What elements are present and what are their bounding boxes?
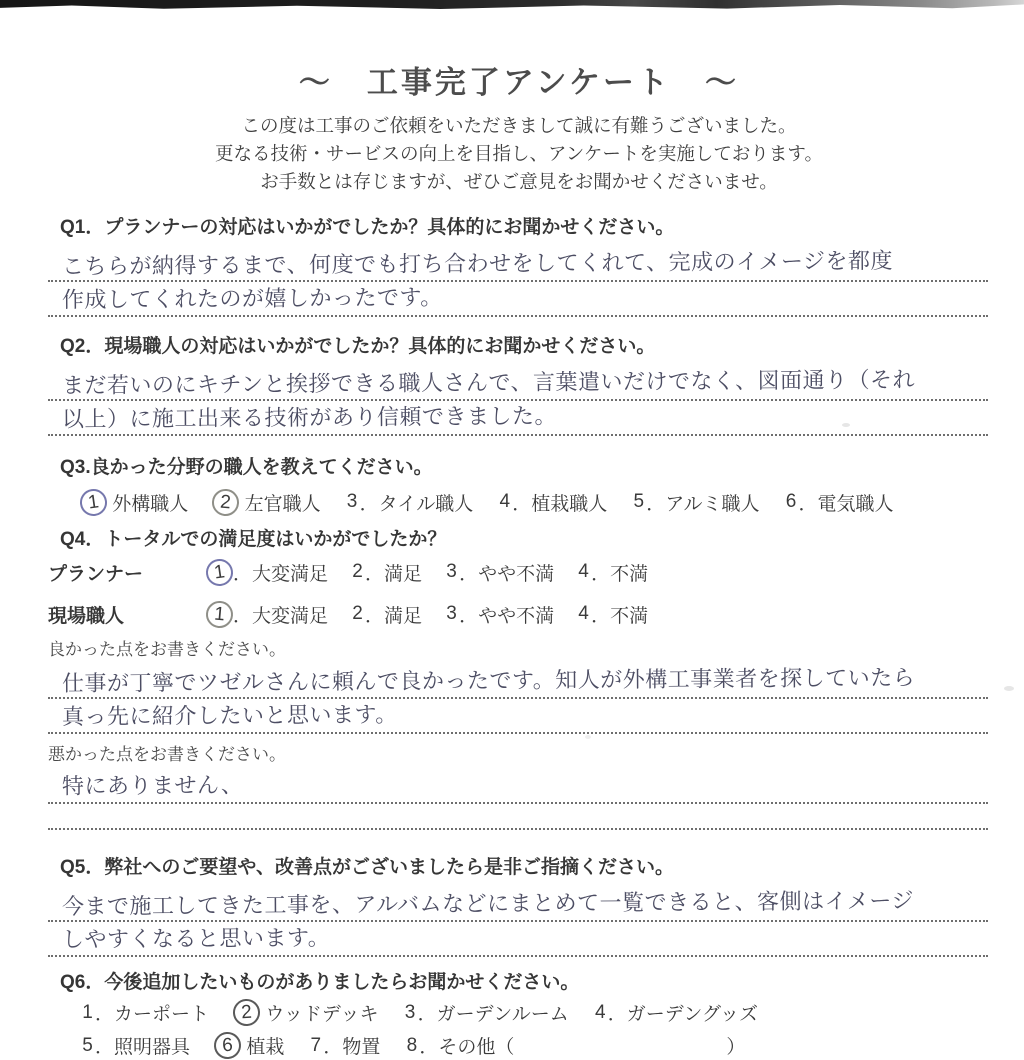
- option-separator: ．: [459, 605, 479, 627]
- option-separator: ．: [417, 1004, 437, 1026]
- answer-line: [48, 699, 988, 734]
- option-label: 左官職人: [244, 493, 321, 515]
- option-separator: ．: [95, 1004, 115, 1026]
- q4-subject: プランナー: [48, 563, 144, 585]
- option-separator: ．: [365, 605, 385, 627]
- option-separator: ．: [365, 563, 385, 585]
- q4-craftsman-option-1: [206, 601, 328, 628]
- option-label: 満足: [384, 605, 423, 627]
- q4-subject: 現場職人: [48, 605, 125, 627]
- q6-options-row-1: [80, 998, 990, 1027]
- q2-label: Q2．現場職人の対応はいかがでしたか？具体的にお聞かせください。: [60, 336, 656, 358]
- intro-line: お手数とは存じますが、ぜひご意見をお聞かせくださいませ。: [260, 171, 778, 193]
- handwritten-text: 以上）に施工出来る技術があり信頼できました。: [61, 403, 558, 433]
- q6-option-2: [233, 999, 379, 1026]
- other-close-paren: ）: [726, 1037, 746, 1059]
- answer-line: [48, 664, 988, 699]
- q3-option-3: [345, 489, 474, 516]
- option-label: ウッドデッキ: [265, 1004, 379, 1026]
- q6-option-1: [80, 999, 209, 1026]
- option-label: カーポート: [114, 1004, 210, 1026]
- good-points-label: 良かった点をお書きください。: [48, 640, 286, 660]
- circled-number: 2: [211, 488, 240, 517]
- q4-craftsman-option-3: [444, 601, 554, 628]
- option-label: 照明器具: [114, 1037, 191, 1059]
- q3-option-4: [497, 489, 607, 516]
- q3-option-2: [212, 489, 320, 516]
- option-label: 植栽: [246, 1037, 285, 1059]
- option-label: 物置: [342, 1037, 381, 1059]
- q4-row-craftsman: [48, 593, 990, 635]
- handwritten-text: まだ若いのにキチンと挨拶できる職人さんで、言葉遣いだけでなく、図面通り（それ: [61, 367, 916, 399]
- q3-label: Q3.良かった分野の職人を教えてください。: [60, 457, 433, 479]
- q4-row-planner: [48, 551, 990, 593]
- circled-number: 2: [232, 998, 261, 1027]
- answer-line: [48, 804, 988, 830]
- q4-planner-option-3: [444, 559, 554, 586]
- option-number: 1: [82, 1001, 93, 1023]
- q4-planner-option-1: [206, 559, 328, 586]
- q4-craftsman-option-4: [576, 601, 648, 628]
- q4-label: Q4．トータルでの満足度はいかがでしたか？: [60, 529, 447, 551]
- scan-noise-speck: [585, 735, 591, 739]
- q5-answer: [48, 887, 988, 957]
- option-number: 6: [785, 491, 797, 513]
- option-number: 4: [499, 491, 511, 513]
- q6-option-6: [214, 1032, 284, 1059]
- option-separator: ．: [512, 493, 532, 515]
- bad-points-label: 悪かった点をお書きください。: [48, 745, 286, 765]
- option-label: ガーデングッズ: [626, 1004, 759, 1026]
- q3-options: [80, 486, 990, 518]
- bad-points-answer: [48, 769, 988, 830]
- intro-line: この度は工事のご依頼をいただきまして誠に有難うございました。: [241, 115, 797, 136]
- handwritten-text: しやすくなると思います。: [61, 925, 331, 953]
- form-title: ～ 工事完了アンケート ～: [298, 65, 740, 100]
- circled-number: 1: [205, 600, 234, 629]
- option-number: 4: [594, 1001, 606, 1023]
- handwritten-text: 今まで施工してきた工事を、アルバムなどにまとめて一覧できると、客側はイメージ: [61, 888, 915, 920]
- option-separator: ．: [607, 1004, 627, 1026]
- option-label: 大変満足: [252, 563, 329, 585]
- handwritten-text: 真っ先に紹介したいと思います。: [61, 702, 398, 730]
- option-separator: ．: [233, 605, 253, 627]
- q4-planner-option-4: [576, 559, 648, 586]
- scan-noise-speck: [1004, 686, 1014, 691]
- option-label: 大変満足: [252, 605, 329, 627]
- option-label: 満足: [384, 563, 423, 585]
- option-number: 2: [352, 603, 363, 625]
- q6-options-row-2: [80, 1031, 990, 1060]
- option-label: 不満: [610, 605, 649, 627]
- option-separator: ．: [646, 493, 666, 515]
- handwritten-text: 仕事が丁寧でツゼルさんに頼んで良かったです。知人が外構工事業者を探していたら: [61, 665, 916, 697]
- option-separator: ．: [798, 493, 818, 515]
- option-separator: ．: [95, 1037, 115, 1059]
- option-label: アルミ職人: [665, 493, 760, 515]
- answer-line: [48, 247, 988, 282]
- q1-answer: [48, 247, 988, 317]
- handwritten-text: こちらが納得するまで、何度でも打ち合わせをしてくれて、完成のイメージを都度: [61, 248, 894, 280]
- option-label: その他（: [438, 1037, 515, 1059]
- option-separator: ．: [591, 563, 611, 585]
- option-separator: ．: [459, 563, 479, 585]
- option-label: やや不満: [478, 563, 555, 585]
- q3-option-1: [80, 489, 188, 516]
- option-number: 5: [633, 491, 645, 513]
- q6-option-5: [80, 1032, 190, 1059]
- option-label: 外構職人: [112, 493, 189, 515]
- option-separator: ．: [419, 1037, 439, 1059]
- q6-option-7: [308, 1032, 380, 1059]
- circled-number: 6: [213, 1031, 242, 1060]
- option-number: 4: [578, 561, 589, 583]
- circled-number: 1: [78, 487, 108, 517]
- answer-line: [48, 922, 988, 957]
- answer-line: [48, 769, 988, 804]
- q3-option-6: [784, 489, 894, 516]
- q6-option-3: [403, 999, 569, 1026]
- answer-line: [48, 401, 988, 436]
- answer-line: [48, 282, 988, 317]
- q6-option-4: [593, 999, 758, 1026]
- option-separator: ．: [359, 493, 379, 515]
- q6-option-8-other: [404, 1032, 745, 1059]
- option-label: やや不満: [478, 605, 555, 627]
- option-separator: ．: [233, 563, 253, 585]
- answer-line: [48, 887, 988, 922]
- option-number: 7: [310, 1034, 322, 1056]
- q3-option-5: [631, 489, 759, 516]
- option-label: タイル職人: [378, 493, 474, 515]
- handwritten-text: [48, 826, 62, 828]
- option-separator: ．: [323, 1037, 343, 1059]
- scan-noise-speck: [842, 423, 850, 427]
- q6-label: Q6．今後追加したいものがありましたらお聞かせください。: [60, 972, 580, 994]
- answer-line: [48, 366, 988, 401]
- intro-line: 更なる技術・サービスの向上を目指し、アンケートを実施しております。: [215, 143, 823, 165]
- q1-label: Q1．プランナーの対応はいかがでしたか？具体的にお聞かせください。: [60, 217, 675, 239]
- option-label: 電気職人: [817, 493, 894, 515]
- option-number: 2: [352, 561, 363, 583]
- option-label: 植栽職人: [531, 493, 608, 515]
- option-number: 3: [446, 603, 457, 625]
- circled-number: 1: [204, 557, 234, 587]
- q4-planner-option-2: [350, 559, 422, 586]
- option-label: 不満: [610, 563, 649, 585]
- option-label: ガーデンルーム: [436, 1004, 569, 1026]
- option-number: 8: [406, 1034, 418, 1056]
- option-number: 3: [404, 1001, 416, 1023]
- form-intro: [48, 112, 990, 196]
- option-number: 4: [578, 603, 589, 625]
- option-number: 3: [346, 491, 358, 513]
- option-number: 3: [446, 561, 457, 583]
- handwritten-text: 作成してくれたのが嬉しかったです。: [61, 284, 443, 313]
- handwritten-text: 特にありません、: [61, 772, 244, 799]
- q4-craftsman-option-2: [350, 601, 422, 628]
- good-points-answer: [48, 664, 988, 734]
- q5-label: Q5．弊社へのご要望や、改善点がございましたら是非ご指摘ください。: [60, 857, 674, 879]
- option-separator: ．: [591, 605, 611, 627]
- option-number: 5: [82, 1034, 93, 1056]
